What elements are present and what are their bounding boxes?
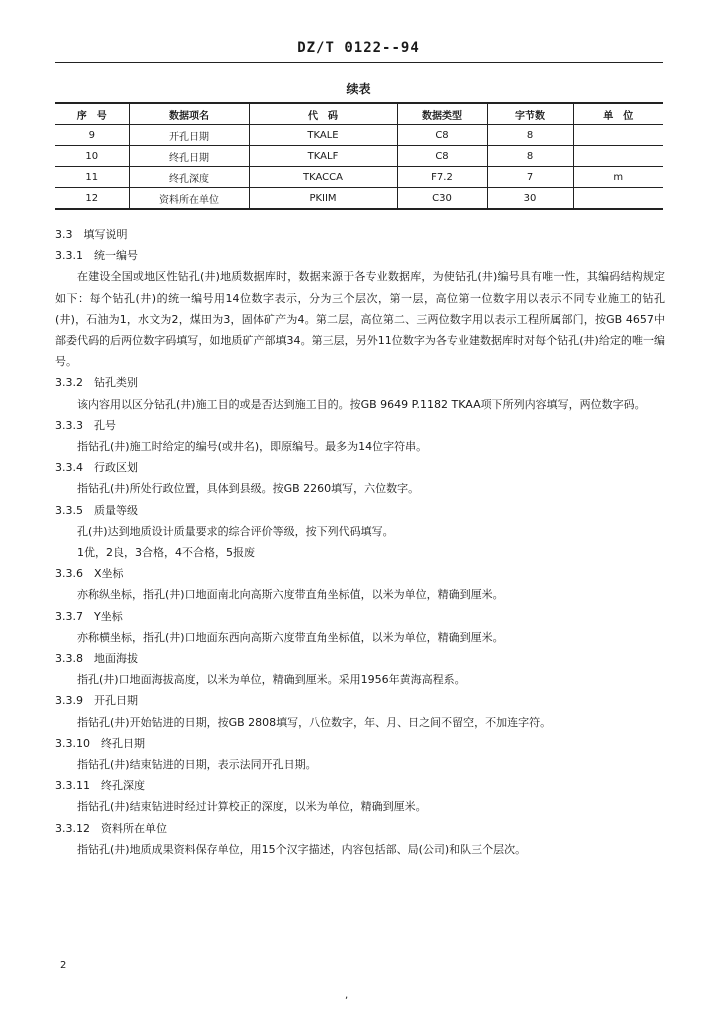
subsection-heading: 3.3.4 行政区划 — [55, 461, 138, 475]
paragraph: 指钻孔(井)施工时给定的编号(或井名)，即原编号。最多为14位字符串。 — [77, 440, 428, 454]
cell-unit: m — [573, 167, 663, 188]
table-row — [55, 125, 663, 146]
footer-mark: , — [345, 990, 349, 1001]
cell-bytes: 7 — [487, 167, 573, 188]
header-rule — [55, 62, 663, 63]
subsection-heading: 3.3.6 X坐标 — [55, 567, 124, 581]
subsection-heading: 3.3.9 开孔日期 — [55, 694, 138, 708]
data-items-table — [55, 102, 663, 210]
cell-data-type: C8 — [397, 125, 487, 146]
paragraph: 亦称横坐标，指孔(井)口地面东西向高斯六度带直角坐标值，以米为单位，精确到厘米。 — [77, 630, 504, 644]
cell-unit — [573, 146, 663, 167]
cell-data-type: C8 — [397, 146, 487, 167]
cell-code: PKIIM — [249, 188, 397, 210]
cell-seq: 10 — [55, 146, 129, 167]
subsection-heading: 3.3.3 孔号 — [55, 418, 116, 432]
cell-item-name: 终孔日期 — [129, 146, 249, 167]
col-header-item-name: 数据项名 — [129, 103, 249, 125]
paragraph: 1优，2良，3合格，4不合格，5报废 — [77, 546, 255, 560]
table-row — [55, 167, 663, 188]
paragraph: 指孔(井)口地面海拔高度，以米为单位，精确到厘米。采用1956年黄海高程系。 — [77, 673, 466, 687]
col-header-unit: 单 位 — [573, 103, 663, 125]
section-heading-3-3: 3.3 填写说明 — [55, 228, 128, 241]
cell-seq: 9 — [55, 125, 129, 146]
cell-item-name: 终孔深度 — [129, 167, 249, 188]
subsection-heading: 3.3.10 终孔日期 — [55, 736, 145, 750]
subsection-heading: 3.3.8 地面海拔 — [55, 652, 138, 666]
cell-unit — [573, 125, 663, 146]
cell-code: TKALE — [249, 125, 397, 146]
section-body — [55, 224, 665, 860]
cell-bytes: 30 — [487, 188, 573, 210]
paragraph: 在建设全国或地区性钻孔(井)地质数据库时，数据来源于各专业数据库，为使钻孔(井)编号具有唯一性，其编码结构规定如下：每个钻孔(井)的统一编号用14位数字表示，分为三个层次，第一层，高位第一位数字用以表示不同专业施工的钻孔(井)，石油为1，水文为2，煤田为3，固体矿产为4。第二层，高位第二、三两位数字用以表示工程所属部门，按GB 4657中部委代码的后两位数字码填写，如地质矿产部填34。第三层，另外11位数字为各专业建数据库时对每个钻孔(井)给定的唯一编号。 — [55, 270, 665, 369]
cell-bytes: 8 — [487, 146, 573, 167]
subsection-heading: 3.3.7 Y坐标 — [55, 609, 123, 623]
col-header-bytes: 字节数 — [487, 103, 573, 125]
col-header-data-type: 数据类型 — [397, 103, 487, 125]
col-header-code: 代 码 — [249, 103, 397, 125]
subsection-heading: 3.3.11 终孔深度 — [55, 779, 145, 793]
cell-seq: 12 — [55, 188, 129, 210]
paragraph: 指钻孔(井)所处行政位置，具体到县级。按GB 2260填写，六位数字。 — [77, 482, 420, 496]
table-row — [55, 146, 663, 167]
cell-data-type: C30 — [397, 188, 487, 210]
subsection-heading: 3.3.1 统一编号 — [55, 249, 138, 263]
paragraph: 指钻孔(井)结束钻进时经过计算校正的深度，以米为单位，精确到厘米。 — [77, 800, 427, 814]
subsection-heading: 3.3.12 资料所在单位 — [55, 821, 167, 835]
paragraph: 亦称纵坐标，指孔(井)口地面南北向高斯六度带直角坐标值，以米为单位，精确到厘米。 — [77, 588, 504, 602]
cell-code: TKALF — [249, 146, 397, 167]
subsection-heading: 3.3.5 质量等级 — [55, 503, 138, 517]
standard-code: DZ/T 0122--94 — [297, 40, 420, 56]
table-header-row — [55, 103, 663, 125]
subsection-heading: 3.3.2 钻孔类别 — [55, 376, 138, 390]
cell-seq: 11 — [55, 167, 129, 188]
paragraph: 指钻孔(井)地质成果资料保存单位，用15个汉字描述，内容包括部、局(公司)和队三个层次。 — [77, 842, 527, 856]
cell-code: TKACCA — [249, 167, 397, 188]
cell-data-type: F7.2 — [397, 167, 487, 188]
table-row — [55, 188, 663, 210]
paragraph: 孔(井)达到地质设计质量要求的综合评价等级，按下列代码填写。 — [77, 524, 394, 538]
col-header-seq: 序 号 — [55, 103, 129, 125]
cell-item-name: 资料所在单位 — [129, 188, 249, 210]
cell-unit — [573, 188, 663, 210]
paragraph: 指钻孔(井)结束钻进的日期，表示法同开孔日期。 — [77, 758, 317, 772]
paragraph: 指钻孔(井)开始钻进的日期，按GB 2808填写，八位数字，年、月、日之间不留空，不加连字符。 — [77, 715, 552, 729]
paragraph: 该内容用以区分钻孔(井)施工目的或是否达到施工目的。按GB 9649 P.1182 TKAA项下所列内容填写，两位数字码。 — [77, 397, 646, 411]
cell-item-name: 开孔日期 — [129, 125, 249, 146]
table-caption: 续表 — [346, 82, 371, 96]
page-number: 2 — [60, 960, 67, 971]
cell-bytes: 8 — [487, 125, 573, 146]
